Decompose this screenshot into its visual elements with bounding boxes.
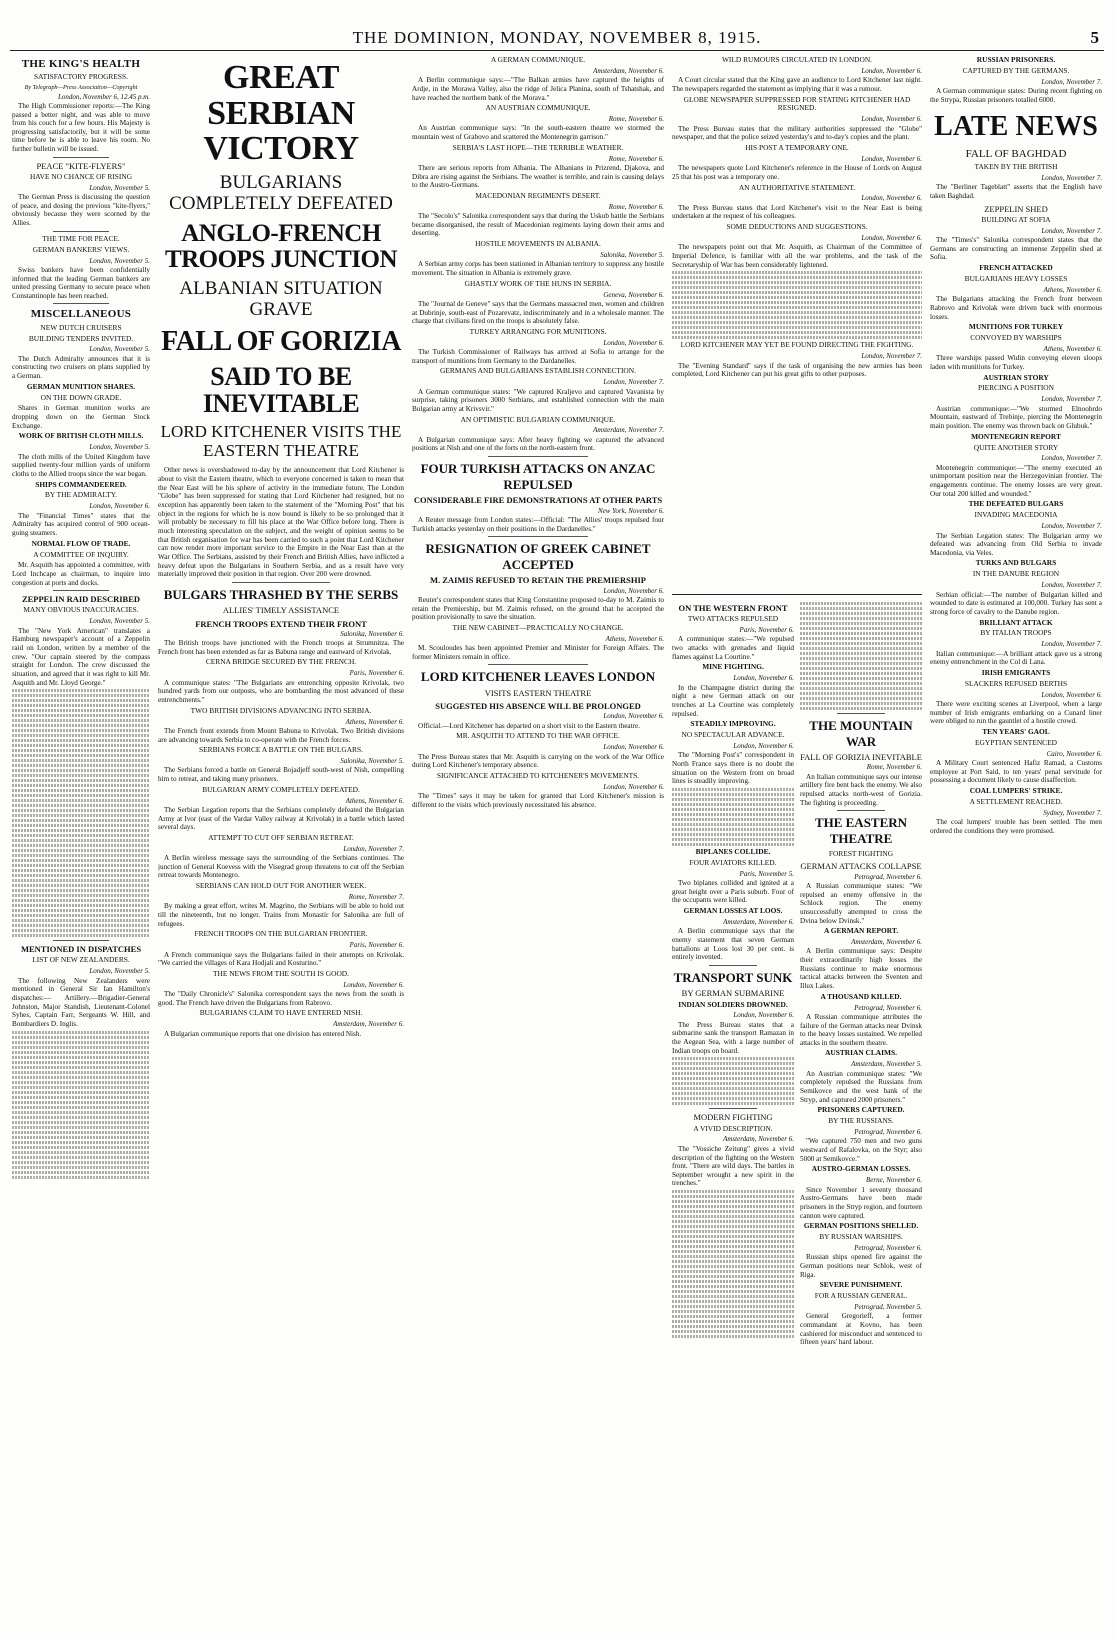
divider: [488, 456, 589, 457]
article-body: A Russian communique states: "We repulsed an enemy offensive in the Schlock region. The enemy unsuccessfully attempted to cross the Dvina below Dvinsk.": [800, 881, 922, 925]
article-heading: TRANSPORT SUNK: [673, 969, 793, 985]
article-body: The "Evening Standard" says if the task of organising the new armies has been completed, Lord Kitchener can put his great gifts to other purposes.: [672, 361, 922, 379]
article-subheading: CAPTURED BY THE GERMANS.: [962, 65, 1070, 75]
article-heading: A GERMAN COMMUNIQUE.: [490, 55, 586, 64]
article-heading: BULGARIAN ARMY COMPLETELY DEFEATED.: [202, 784, 360, 794]
article-heading: THE MOUNTAIN WAR: [809, 718, 913, 749]
dateline: London, November 6, 12.45 p.m.: [58, 92, 150, 101]
article-subheading: A SETTLEMENT REACHED.: [969, 796, 1063, 806]
article-heading: FRENCH ATTACKED: [979, 263, 1053, 273]
article-heading: MONTENEGRIN REPORT: [971, 431, 1061, 441]
article-body: The "Secolo's" Salonika correspondent says that during the Uskub battle the Serbians became disorganised, the result of Macedonian regiments laying down their arms and deserting.: [412, 212, 664, 238]
dateline: London, November 7.: [1041, 77, 1102, 86]
dateline: London, November 7.: [1041, 395, 1102, 404]
article-heading: AN AUSTRIAN COMMUNIQUE.: [485, 103, 591, 113]
article-subheading: IN THE DANUBE REGION: [972, 569, 1060, 579]
article-body: The cloth mills of the United Kingdom have supplied twenty-four million yards of uniform cloths to the Allied troops since the war began.: [12, 452, 150, 478]
article-heading: GERMAN POSITIONS SHELLED.: [803, 1221, 919, 1231]
headline-deck: LORD KITCHENER VISITS THE EASTERN THEATRE: [160, 422, 402, 460]
article-body: There are serious reports from Albania. The Albanians in Prizrend, Djakova, and Dibra are rising against the Serbians. The weather is terrible, and rain is causing delays to the Austro-Germans.: [412, 164, 664, 190]
article-subheading: FALL OF GORIZIA INEVITABLE: [800, 752, 922, 763]
article-body: A Serbian army corps has been stationed in Albanian territory to suppress any hostile movement. The situation in Albania is extremely grave.: [412, 260, 664, 278]
article-heading: SHIPS COMMANDEERED.: [35, 479, 127, 489]
article-heading: TURKEY ARRANGING FOR MUNITIONS.: [469, 326, 607, 336]
article-heading: AUSTRIAN STORY: [983, 372, 1049, 382]
article-heading: NORMAL FLOW OF TRADE.: [31, 538, 131, 548]
article-heading: ATTEMPT TO CUT OFF SERBIAN RETREAT.: [208, 832, 354, 842]
article-body: The Serbian Legation reports that the Serbians completely defeated the Bulgarian Army at Ivor (east of the Vardar Valley railway at Krivolak) in a battle which lasted several days.: [158, 806, 404, 832]
headline-deck: ANGLO-FRENCH TROOPS JUNCTION: [164, 219, 398, 274]
article-heading: AUSTRIAN CLAIMS.: [825, 1048, 897, 1058]
article-subheading: BY THE RUSSIANS.: [828, 1116, 894, 1126]
article-body: Montenegrin communique:—"The enemy executed an unimportant position near the Herzegovinian frontier. The engagements continue. The enemy losses are very great. Our total 200 killed and wounded.": [930, 463, 1102, 498]
column-1: [12, 54, 150, 1630]
divider: [53, 303, 108, 304]
dateline: London, November 6.: [861, 115, 922, 124]
article-body: A Court circular stated that the King gave an audience to Lord Kitchener last night. The newspapers regarded the statement as implying that it was a rumour.: [672, 76, 922, 93]
divider: [837, 713, 886, 714]
article-body: The "Vossiche Zeitung" gives a vivid description of the fighting on the Western front. "There are wild days. The battles in September wrought a new spirit in the trenches.": [672, 1144, 794, 1188]
article-body: The newspapers quote Lord Kitchener's reference in the House of Lords on August 25 that his post was a temporary one.: [672, 164, 922, 181]
article-subheading: QUITE ANOTHER STORY: [973, 442, 1059, 452]
article-heading: THE KING'S HEALTH: [21, 58, 141, 70]
dateline: London, November 7.: [1041, 640, 1102, 649]
article-subheading: FOREST FIGHTING: [828, 848, 894, 858]
article-subheading: GERMAN BANKERS' VIEWS.: [32, 244, 130, 254]
dateline: Paris, November 6.: [349, 941, 404, 950]
article-subheading: FRENCH TROOPS EXTEND THEIR FRONT: [195, 618, 367, 629]
article-subheading: MANY OBVIOUS INACCURACIES.: [23, 605, 139, 615]
article-heading: A THOUSAND KILLED.: [820, 991, 902, 1001]
article-subheading: SUGGESTED HIS ABSENCE WILL BE PROLONGED: [435, 701, 641, 712]
article-heading: HOSTILE MOVEMENTS IN ALBANIA.: [475, 239, 601, 249]
dateline: Amsterdam, November 6.: [333, 1020, 404, 1029]
text-block: [672, 271, 922, 339]
article-body: A Russian communique attributes the failure of the German attacks near Dvinsk to the heavy losses sustained. We repelled attacks in the southern theatre.: [800, 1012, 922, 1047]
article-body: The "New York American" translates a Hamburg newspaper's account of a Zeppelin raid on London, written by a member of the crew. "Our captain steered by the compass straight for London. The crew discussed the situation, and agreed that it was right to kill Mr. Asquith and Mr. Lloyd George.": [12, 626, 150, 687]
article-heading: TURKS AND BULGARS: [975, 558, 1057, 568]
article-body: A communique states: "The Bulgarians are entrenching opposite Krivolak, two hundred yards from our outposts, who are bombarding the most advanced of these entrenchments.": [158, 678, 404, 704]
article-body: The Turkish Commissioner of Railways has arrived at Sofia to arrange for the transport of munitions from Germany to the Dardanelles.: [412, 348, 664, 365]
article-heading: COAL LUMPERS' STRIKE.: [969, 786, 1063, 796]
article-heading: MR. ASQUITH TO ATTEND TO THE WAR OFFICE.: [456, 731, 620, 741]
dateline: London, November 6.: [861, 194, 922, 203]
article-body: The High Commissioner reports:—The King passed a better night, and was able to move from his couch for a few hours. His Majesty is progressing satisfactorily, but it will be some time before he is able to leave his room. No further bulletin will be issued.: [12, 101, 150, 154]
dateline: London, November 6.: [603, 338, 664, 347]
article-body: A German communique states: "We captured Kraljevo and captured Vavanista by surprise, taking prisoners 3000 Serbians, and established connection with the main Bulgarian army at Krivsvir.": [412, 387, 664, 413]
article-subheading: SATISFACTORY PROGRESS.: [34, 72, 128, 82]
dateline: Rome, November 6.: [866, 763, 922, 772]
article-body: Mr. Asquith has appointed a committee, with Lord Inchcape as chairman, to inquire into congestion at ports and docks.: [12, 561, 150, 587]
article-heading: SOME DEDUCTIONS AND SUGGESTIONS.: [726, 222, 868, 232]
dateline: London, November 5.: [89, 617, 150, 626]
masthead-rule: [10, 50, 1104, 51]
article-heading: FOUR TURKISH ATTACKS ON ANZAC REPULSED: [420, 461, 656, 492]
article-subheading: INDIAN SOLDIERS DROWNED.: [678, 999, 788, 1009]
headline-deck: SAID TO BE INEVITABLE: [202, 361, 360, 418]
article-subheading: BY GERMAN SUBMARINE: [681, 988, 785, 999]
article-heading: BULGARIANS CLAIM TO HAVE ENTERED NISH.: [199, 1008, 363, 1018]
article-body: The "Daily Chronicle's" Salonika correspondent says the news from the south is good. The French have driven the Bulgarians from Rabrovo.: [158, 990, 404, 1007]
dateline: London, November 6.: [603, 712, 664, 721]
article-body: Swiss bankers have been confidentially informed that the leading German bankers are united pressing Germany to secure peace when Constantinople has been reached.: [12, 265, 150, 300]
article-body: The Serbian Legation states: The Bulgarian army we defeated was advancing from Old Serbia to invade Macedonia, via Veles.: [930, 531, 1102, 557]
article-body: The British troops have junctioned with the French troops at Strumnitza. The French front has been extended as far as Babuna range and eastward of Krivolak.: [158, 639, 404, 656]
text-block: [800, 602, 922, 710]
article-subheading: FOR A RUSSIAN GENERAL.: [814, 1291, 908, 1301]
article-body: The following New Zealanders were mentioned in General Sir Ian Hamilton's dispatches:— Artillery.—Brigadier-General Johnston, Major Standish, Lieutenant-Colonel Syhes, Captain Farr, Sergeants W. Hill, and Bombardiers D. Inglis.: [12, 976, 150, 1028]
dateline: Amsterdam, November 6.: [851, 938, 922, 947]
divider: [53, 590, 108, 591]
divider: [837, 810, 886, 811]
article-heading: SERBIANS CAN HOLD OUT FOR ANOTHER WEEK.: [195, 881, 367, 891]
headline-deck: ALBANIAN SITUATION GRAVE: [179, 278, 383, 321]
dateline: Athens, November 6.: [605, 634, 664, 643]
article-heading: LORD KITCHENER MAY YET BE FOUND DIRECTING THE FIGHTING.: [680, 340, 914, 350]
dateline: London, November 6.: [861, 66, 922, 75]
article-heading: CERNA BRIDGE SECURED BY THE FRENCH.: [205, 657, 357, 667]
article-heading: MENTIONED IN DISPATCHES: [20, 944, 142, 955]
late-news-heading: LATE NEWS: [934, 111, 1098, 143]
dateline: London, November 6.: [603, 782, 664, 791]
article-heading: MINE FIGHTING.: [702, 662, 764, 672]
article-subheading: LIST OF NEW ZEALANDERS.: [32, 955, 130, 965]
dateline: London, November 6.: [733, 1011, 794, 1020]
article-body: The "Times" says it may be taken for granted that Lord Kitchener's mission is different to the visits which previously necessitated his absence.: [412, 792, 664, 809]
article-body: A French communique says the Bulgarians failed in their attempts on Krivolak. "We carried the villages of Kara Hodjali and Kosturino.": [158, 950, 404, 968]
article-body: A Bulgarian communique reports that one division has entered Nish.: [164, 1029, 362, 1038]
article-subheading: BUILDING AT SOFIA: [981, 214, 1051, 224]
column-3: [412, 54, 664, 1630]
dateline: Petrograd, November 5.: [854, 1303, 922, 1311]
dateline: Athens, November 6.: [1043, 344, 1102, 353]
article-body: An Italian communique says our intense artillery fire bent back the enemy. We also repulsed attacks north-west of Gorizia. The fighting is proceeding.: [800, 772, 922, 807]
article-heading: STEADILY IMPROVING.: [690, 719, 776, 729]
article-body: A Berlin communique says that the enemy statement that seven German battalions at Loos lost 30 per cent. is entirely invented.: [672, 927, 794, 962]
dateline: London, November 6.: [603, 743, 664, 752]
article-body: Italian communique:—A brilliant attack gave us a strong enemy entrenchment in the Col di Lana.: [930, 649, 1102, 667]
article-heading: BRILLIANT ATTACK: [979, 617, 1053, 627]
dateline: London, November 6.: [603, 586, 664, 595]
dateline: Rome, November 7.: [348, 892, 404, 901]
article-body: The "Times's" Salonika correspondent states that the Germans are constructing an immense Zeppelin shed at Sofia.: [930, 236, 1102, 262]
article-heading: WORK OF BRITISH CLOTH MILLS.: [18, 431, 144, 441]
article-subheading: NEW DUTCH CRUISERS: [40, 322, 122, 332]
article-subheading: CONVOYED BY WARSHIPS: [970, 333, 1062, 343]
article-body: The Press Bureau states that Mr. Asquith is carrying on the work of the War Office during Lord Kitchener's temporary absence.: [412, 752, 664, 770]
dateline: London, November 7.: [603, 378, 664, 387]
dateline: Geneva, November 6.: [603, 290, 664, 299]
article-body: An Austrian communique states: "We completely repulsed the Russians from Semikovce and the west bank of the Stryp, and captured 2000 prisoners.": [800, 1069, 922, 1104]
dateline: London, November 6.: [733, 741, 794, 750]
article-subheading: INVADING MACEDONIA: [974, 510, 1058, 520]
dateline: New York, November 6.: [597, 506, 664, 515]
divider: [488, 536, 589, 537]
article-heading: MUNITIONS FOR TURKEY: [968, 322, 1064, 332]
dateline: Salonika, November 5.: [340, 757, 404, 766]
article-subheading: HAVE NO CHANCE OF RISING: [29, 171, 133, 181]
dateline: Athens, November 6.: [1043, 285, 1102, 294]
article-heading: HIS POST A TEMPORARY ONE.: [745, 142, 849, 152]
article-subheading: A VIVID DESCRIPTION.: [693, 1123, 773, 1133]
dateline: Petrograd, November 6.: [854, 1243, 922, 1252]
article-body: The "Morning Post's" correspondent in North France says there is no doubt the situation on the Western front on broad lines is steadily improving.: [672, 751, 794, 786]
dateline: Amsterdam, November 5.: [851, 1060, 922, 1069]
dateline: London, November 6.: [861, 233, 922, 242]
article-heading: GERMANS AND BULGARIANS ESTABLISH CONNECTION.: [440, 366, 636, 376]
article-heading: PRISONERS CAPTURED.: [817, 1105, 905, 1115]
article-heading: RESIGNATION OF GREEK CABINET ACCEPTED: [425, 541, 651, 572]
dateline: Rome, November 6.: [608, 154, 664, 163]
dateline: London, November 5.: [89, 443, 150, 452]
dateline: London, November 5.: [89, 183, 150, 192]
article-body: The German Press is discussing the question of peace, and dosing the previous "kite-flyers," obviously because they were scorned by the Allies.: [12, 193, 150, 228]
article-body: An Austrian communique says: "In the south-eastern theatre we stormed the mountain west of Grabovo and scattered the Montenegrin garrison.": [412, 124, 664, 142]
article-body: Shares in German munition works are dropping down on the German Stock Exchange.: [12, 404, 150, 430]
article-body: The Press Bureau states that a submarine sank the transport Ramazan in the Aegean Sea, with a large number of Indian troops on board.: [672, 1020, 794, 1055]
article-subheading: BULGARIANS HEAVY LOSSES: [964, 274, 1068, 283]
article-body: In the Champagne district during the night a new German attack on our trenches at La Courtine was completely repulsed.: [672, 683, 794, 718]
divider: [488, 664, 589, 665]
article-subheading: BY THE ADMIRALTY.: [44, 490, 118, 500]
dateline: London, November 6.: [861, 154, 922, 163]
article-heading: SEVERE PUNISHMENT.: [819, 1280, 903, 1290]
masthead-title: THE DOMINION, MONDAY, NOVEMBER 8, 1915.: [352, 28, 762, 47]
dateline: Rome, November 6.: [608, 115, 664, 124]
article-subheading: GERMAN ATTACKS COLLAPSE: [800, 861, 922, 872]
text-block: [12, 689, 150, 937]
dateline: London, November 6.: [343, 980, 404, 989]
dateline: London, November 5.: [89, 256, 150, 265]
article-heading: MACEDONIAN REGIMENTS DESERT.: [475, 190, 601, 200]
article-subheading: TAKEN BY THE BRITISH: [974, 162, 1058, 172]
article-heading: GLOBE NEWSPAPER SUPPRESSED FOR STATING KITCHENER HAD RESIGNED.: [683, 94, 911, 113]
article-heading: THE NEW CABINET—PRACTICALLY NO CHANGE.: [452, 622, 624, 632]
headline-deck: BULGARIANS COMPLETELY DEFEATED: [169, 172, 393, 214]
article-body: The "Berliner Tageblatt" asserts that the English have taken Baghdad.: [930, 183, 1102, 201]
dateline: Petrograd, November 6.: [854, 1003, 922, 1012]
dateline: Salonika, November 5.: [600, 250, 664, 259]
article-heading: TWO BRITISH DIVISIONS ADVANCING INTO SERBIA.: [190, 705, 372, 715]
article-heading: ON THE WESTERN FRONT: [678, 603, 788, 613]
dateline: London, November 7.: [1041, 454, 1102, 463]
article-body: A Berlin communique says: Despite their extraordinarily high losses the Russians continue to make enormous tactical attacks between the Sventen and Illux Lakes.: [800, 947, 922, 990]
dateline: Petrograd, November 6.: [854, 872, 922, 881]
main-headline: GREAT SERBIAN VICTORY: [203, 59, 359, 168]
article-heading: BIPLANES COLLIDE.: [695, 846, 771, 856]
dateline: Cairo, November 6.: [1046, 749, 1102, 758]
text-block: [12, 1031, 150, 1179]
section-rule: [672, 594, 922, 595]
article-heading: FRENCH TROOPS ON THE BULGARIAN FRONTIER.: [194, 929, 368, 939]
headline-deck: FALL OF GORIZIA: [161, 326, 401, 358]
article-body: Official.—Lord Kitchener has departed on a short visit to the Eastern theatre.: [418, 721, 641, 730]
article-heading: GHASTLY WORK OF THE HUNS IN SERBIA.: [464, 278, 612, 288]
masthead: [0, 28, 1114, 50]
article-heading: MISCELLANEOUS: [30, 308, 132, 321]
article-body: Austrian communique:—"We stormed Elnoobrdo Mountain, eastward of Trebinje, piercing the Montenegrin main position. The enemy was thrown back on Glubuk.": [930, 404, 1102, 431]
article-heading: LORD KITCHENER LEAVES LONDON: [420, 669, 656, 685]
divider: [232, 582, 330, 583]
dateline: London, November 7.: [1041, 226, 1102, 235]
article-heading: SIGNIFICANCE ATTACHED TO KITCHENER'S MOVEMENTS.: [436, 770, 640, 780]
page-number: 5: [1090, 28, 1100, 47]
dateline: Paris, November 5.: [739, 869, 794, 878]
dateline: Petrograd, November 6.: [854, 1128, 922, 1137]
byline: By Telegraph—Press Association—Copyright: [24, 84, 138, 92]
article-body: Russian ships opened fire against the German positions near Schlok, west of Riga.: [800, 1253, 922, 1279]
article-subheading: SLACKERS REFUSED BERTHS: [964, 678, 1068, 688]
divider: [53, 940, 108, 941]
article-body: A communique states:—"We repulsed two attacks with grenades and liquid flames against La Courtine.": [672, 635, 794, 661]
article-body: The French front extends from Mount Babuna to Krivolak. Two British divisions are advancing towards Serbia to co-operate with the French forces.: [158, 726, 404, 744]
dateline: London, November 7.: [1041, 174, 1102, 183]
article-body: The Serbians forced a battle on General Bojadjeff south-west of Nish, compelling him to retreat, and taking many prisoners.: [158, 766, 404, 784]
article-body: The "Financial Times" states that the Admiralty has acquired control of 900 ocean-going steamers.: [12, 511, 150, 537]
article-subheading: A COMMITTEE OF INQUIRY.: [33, 549, 129, 559]
article-heading: AN AUTHORITATIVE STATEMENT.: [738, 182, 856, 192]
article-heading: ZEPPELIN SHED: [984, 203, 1048, 214]
article-heading: ZEPPELIN RAID DESCRIBED: [21, 594, 141, 605]
dateline: Salonika, November 6.: [340, 629, 404, 638]
dateline: Athens, November 6.: [345, 796, 404, 805]
divider: [53, 157, 108, 158]
article-body: The "Journal de Geneve" says that the Germans massacred men, women and children at Dubrinje, south-east of Pozarevatz, indiscriminately and in a wholesale manner. The charge that civilians fired on the troops is absolutely false.: [412, 299, 664, 326]
article-subheading: CONSIDERABLE FIRE DEMONSTRATIONS AT OTHER PARTS: [413, 495, 663, 506]
article-body: A Bulgarian communique says: After heavy fighting we captured the advanced positions at Nish and one of the forts on the north-eastern front.: [412, 435, 664, 453]
article-body: There were exciting scenes at Liverpool, when a large number of Irish emigrants embarking on a Cunard liner were obliged to run the gauntlet of a hostile crowd.: [930, 700, 1102, 726]
dateline: Rome, November 6.: [608, 202, 664, 211]
article-heading: THE DEFEATED BULGARS: [968, 499, 1064, 509]
dateline: London, November 6.: [733, 674, 794, 683]
dateline: Berne, November 6.: [866, 1176, 922, 1185]
article-heading: THE EASTERN THEATRE: [814, 815, 908, 846]
article-body: Reuter's correspondent states that King Constantine proposed to-day to M. Zaimis to retain the Premiership, but M. Zaimis refused, on the ground that he accepted the position provisionally to save the situation.: [412, 595, 664, 622]
article-heading: IRISH EMIGRANTS: [981, 667, 1051, 677]
article-subheading: BUILDING TENDERS INVITED.: [28, 333, 134, 343]
article-body: By making a great effort, writes M. Magrino, the Serbians will be able to hold out till the nineteenth, but no longer. Trains from Monastir for Salonika are full of refugees.: [158, 902, 404, 928]
article-heading: GERMAN LOSSES AT LOOS.: [683, 905, 783, 915]
column-4-top: [672, 54, 922, 588]
divider: [709, 965, 758, 966]
article-heading: RUSSIAN PRISONERS.: [976, 55, 1056, 64]
article-subheading: ON THE DOWN GRADE.: [40, 392, 122, 402]
article-body: A German communique states: During recent fighting on the Strypa, Russian prisoners totalled 6000.: [930, 87, 1102, 104]
column-2: [158, 54, 404, 1630]
text-block: [672, 1190, 794, 1338]
article-body: The Press Bureau states that Lord Kitchener's visit to the Near East is being undertaken at the request of his colleagues.: [672, 203, 922, 221]
article-heading: MODERN FIGHTING: [693, 1112, 773, 1123]
article-body: The coal lumpers' trouble has been settled. The men ordered the conditions they were promised.: [930, 818, 1102, 835]
column-6: [930, 54, 1102, 1630]
dateline: London, November 5.: [89, 345, 150, 354]
article-body: Other news is overshadowed to-day by the announcement that Lord Kitchener is about to visit the Eastern theatre, which to everyone concerned is taken to mean that the Near East will be his sphere of activity in the immediate future. The London "Globe" has been suppressed for stating that Lord Kitchener had resigned, but no exception has apparently been taken to the statement of the "Morning Post" that his object in the regions for which he is now bound is likely to be so prolonged that it will probably be necessary to fill his place at the War Office before long. There is much interesting speculation on the subject, and the weight of opinion seems to be that British organisation for war has been carried to such a point that Lord Kitchener can now render more important service to the Empire in the Near East than at the War Office. The Serbians, assisted by their French and British Allies, have inflicted a heavy defeat upon the Bulgarians in Southern Serbia, and as a result have very materially improved their position in that region. Over 200 were drowned.: [158, 466, 404, 579]
article-body: M. Scouloudes has been appointed Premier and Minister for Foreign Affairs. The former Ministers remain in office.: [412, 644, 664, 661]
dateline: Paris, November 6.: [349, 669, 404, 678]
article-heading: GERMAN MUNITION SHARES.: [26, 381, 136, 391]
article-body: Serbian official:—The number of Bulgarian killed and wounded to date is estimated at 100,000. Turkey has sent a strong force of cavalry to the Danube region.: [930, 590, 1102, 616]
article-heading: THE NEWS FROM THE SOUTH IS GOOD.: [213, 968, 349, 978]
article-body: The newspapers point out that Mr. Asquith, as Chairman of the Committee of Imperial Defence, is familiar with all the war problems, and the task of the Secretaryship of War has been considerably lightened.: [672, 243, 922, 269]
article-body: Three warships passed Widin conveying eleven sloops laden with munitions for Turkey.: [930, 354, 1102, 371]
article-subheading: M. ZAIMIS REFUSED TO RETAIN THE PREMIERSHIP: [430, 575, 646, 586]
article-heading: WILD RUMOURS CIRCULATED IN LONDON.: [721, 55, 873, 64]
dateline: London, November 7.: [1041, 581, 1102, 590]
dateline: Amsterdam, November 6.: [723, 917, 794, 926]
article-subheading: PIERCING A POSITION: [978, 383, 1054, 393]
dateline: Amsterdam, November 6.: [593, 66, 664, 75]
column-4: [672, 600, 794, 1630]
article-subheading: FOUR AVIATORS KILLED.: [689, 857, 777, 867]
article-subheading: BY RUSSIAN WARSHIPS.: [819, 1232, 903, 1242]
dateline: Amsterdam, November 6.: [723, 1135, 794, 1144]
dateline: Sydney, November 7.: [1043, 808, 1102, 817]
article-subheading: BY ITALIAN TROOPS: [980, 628, 1052, 638]
article-heading: TEN YEARS' GAOL: [982, 726, 1050, 736]
article-body: A Berlin wireless message says the surrounding of the Serbians continues. The junction of General Koevess with the Visegrad group threatens to cut off the Serbian retreat towards Montenegro.: [158, 854, 404, 880]
article-body: A Reuter message from London states:—Official: "The Allies' troops repulsed four Turkish attacks yesterday on their positions in the Dardanelles.": [412, 515, 664, 533]
text-block: [672, 1057, 794, 1105]
article-body: The Press Bureau states that the military authorities suppressed the "Globe" newspaper, and that the police seized yesterday's and to-day's copies and the plant.: [672, 124, 922, 142]
article-body: A Military Court sentenced Hafiz Ramad, a Customs employee at Port Said, to ten years' penal servitude for possessing a document likely to cause disaffection.: [930, 759, 1102, 785]
divider: [53, 231, 108, 232]
article-heading: BULGARS THRASHED BY THE SERBS: [163, 586, 399, 602]
article-heading: AUSTRO-GERMAN LOSSES.: [811, 1164, 911, 1174]
article-heading: FALL OF BAGHDAD: [965, 148, 1067, 161]
article-body: "We captured 750 men and two guns westward of Rafalovka, on the Styr; also 5000 at Semikovce.": [800, 1137, 922, 1163]
article-heading: A GERMAN REPORT.: [823, 926, 899, 936]
dateline: London, November 7.: [861, 352, 922, 361]
article-body: Since November 1 seventy thousand Austro-Germans have been made prisoners in the Stryp region, and fourteen cannon were captured.: [800, 1185, 922, 1220]
article-body: General Gregorieff, a former commandant at Kovno, has been cashiered for misconduct and sentenced to fifteen years' hard labour.: [800, 1312, 922, 1347]
article-subheading: NO SPECTACULAR ADVANCE.: [681, 730, 785, 740]
dateline: London, November 7.: [343, 844, 404, 853]
dateline: Amsterdam, November 7.: [593, 426, 664, 435]
dateline: Athens, November 6.: [345, 717, 404, 726]
column-5: [800, 600, 922, 1630]
article-subheading: VISITS EASTERN THEATRE: [484, 688, 592, 698]
dateline: London, November 6.: [1041, 690, 1102, 699]
dateline: London, November 5.: [89, 967, 150, 976]
article-subheading: TWO ATTACKS REPULSED: [687, 614, 779, 624]
article-body: A Berlin communique says:—"The Balkan armies have captured the heights of Ardje, in the Morawa Valley, also the ridge of Jelica Planina, south of Tshatshak, and have reached the northern bank of the Morava.": [412, 76, 664, 102]
dateline: Paris, November 6.: [739, 626, 794, 635]
article-heading: SERBIA'S LAST HOPE—THE TERRIBLE WEATHER.: [452, 142, 624, 152]
article-body: Two biplanes collided and ignited at a great height over a Paris suburb. Four of the occupants were killed.: [672, 879, 794, 905]
text-block: [672, 788, 794, 846]
article-heading: SERBIANS FORCE A BATTLE ON THE BULGARS.: [199, 745, 363, 755]
divider: [709, 1108, 758, 1109]
dateline: London, November 7.: [1041, 522, 1102, 531]
article-body: The Bulgarians attacking the French front between Rabrovo and Krivolak were driven back with enormous losses.: [930, 295, 1102, 321]
article-subheading: ALLIES' TIMELY ASSISTANCE: [222, 605, 340, 616]
article-heading: AN OPTIMISTIC BULGARIAN COMMUNIQUE.: [460, 414, 616, 424]
article-heading: PEACE "KITE-FLYERS": [36, 160, 126, 171]
article-heading: THE TIME FOR PEACE.: [42, 233, 120, 243]
article-body: The Dutch Admiralty announces that it is constructing two cruisers on plans supplied by a German.: [12, 354, 150, 381]
article-subheading: EGYPTIAN SENTENCED: [975, 737, 1057, 747]
dateline: London, November 6.: [89, 502, 150, 511]
